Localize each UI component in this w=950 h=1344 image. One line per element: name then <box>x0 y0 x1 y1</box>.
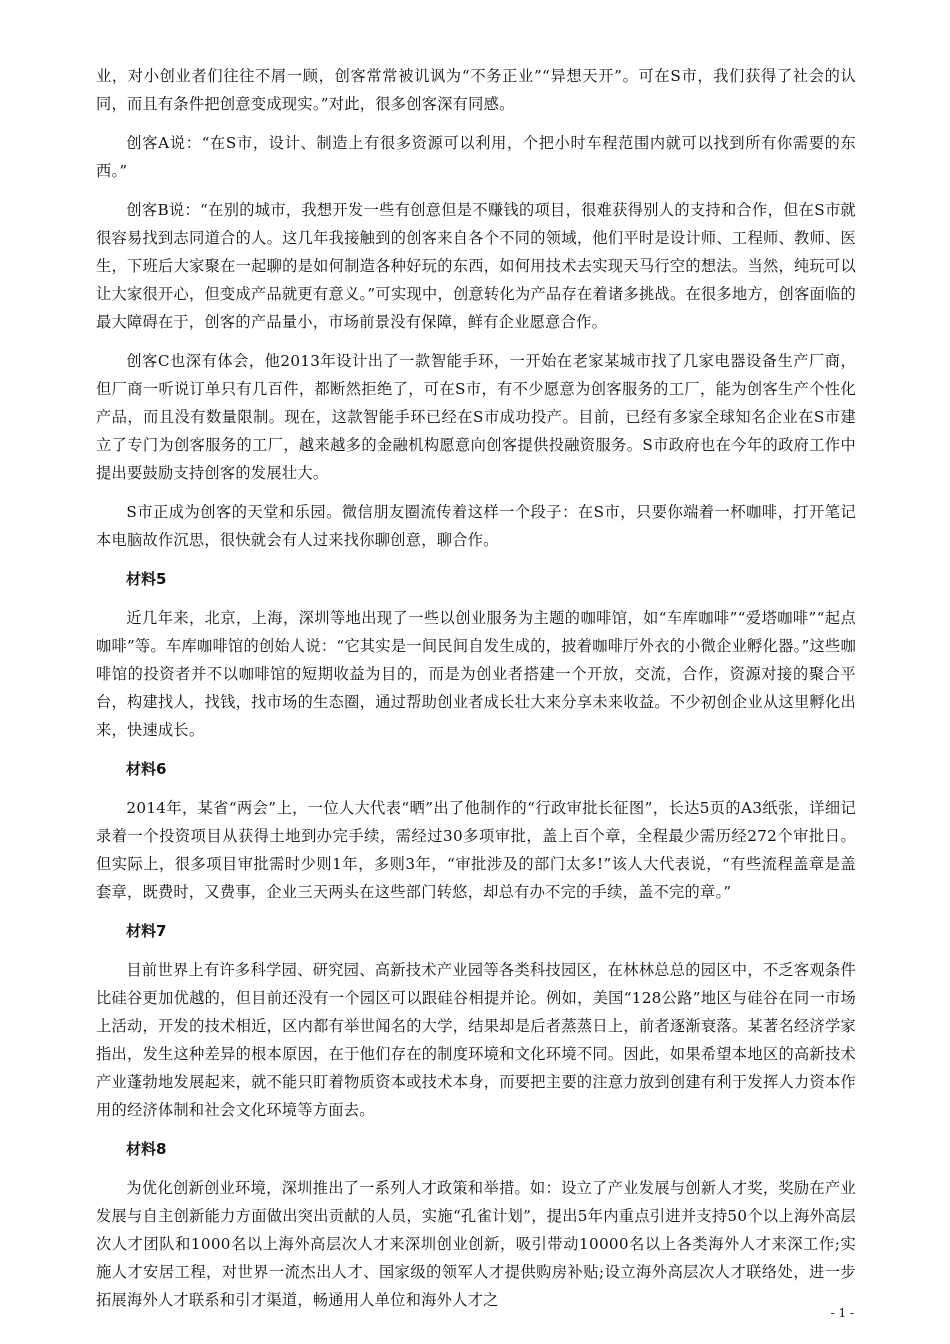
paragraph: 为优化创新创业环境，深圳推出了一系列人才政策和举措。如：设立了产业发展与创新人才奖，奖励在产业发展与自主创新能力方面做出突出贡献的人员，实施“孔雀计划”，提出5年内重点引进并支持50个以上海外高层次人才团队和1000名以上海外高层次人才来深圳创业创新，吸引带动10000名以上各类海外人才来深工作;实施人才安居工程，对世界一流杰出人才、国家级的领军人才提供购房补贴;设立海外高层次人才联络处，进一步拓展海外人才联系和引才渠道，畅通用人单位和海外人才之 <box>96 1179 856 1309</box>
paragraph: 创客B说：“在别的城市，我想开发一些有创意但是不赚钱的项目，很难获得别人的支持和合作，但在S市就很容易找到志同道合的人。这几年我接触到的创客来自各个不同的领域，他们平时是设计师、工程师、教师、医生，下班后大家聚在一起聊的是如何制造各种好玩的东西，如何用技术去实现天马行空的想法。当然，纯玩可以让大家很开心，但变成产品就更有意义。”可实现中，创意转化为产品存在着诸多挑战。在很多地方，创客面临的最大障碍在于，创客的产品量小，市场前景没有保障，鲜有企业愿意合作。 <box>96 201 856 331</box>
paragraph: 业，对小创业者们往往不屑一顾，创客常常被讥讽为“不务正业”“异想天开”。可在S市，我们获得了社会的认同，而且有条件把创意变成现实。”对此，很多创客深有同感。 <box>96 67 856 113</box>
section-heading: 材料8 <box>126 1140 167 1158</box>
paragraph: 近几年来，北京，上海，深圳等地出现了一些以创业服务为主题的咖啡馆，如“车库咖啡”“爱塔咖啡”“起点咖啡”等。车库咖啡馆的创始人说：“它其实是一间民间自发生成的，披着咖啡厅外衣的小微企业孵化器。”这些咖啡馆的投资者并不以咖啡馆的短期收益为目的，而是为创业者搭建一个开放，交流，合作，资源对接的聚合平台，构建找人，找钱，找市场的生态圈，通过帮助创业者成长壮大来分享未来收益。不少初创企业从这里孵化出来，快速成长。 <box>96 609 856 739</box>
paragraph: 目前世界上有许多科学园、研究园、高新技术产业园等各类科技园区，在林林总总的园区中，不乏客观条件比硅谷更加优越的，但目前还没有一个园区可以跟硅谷相提并论。例如，美国“128公路”地区与硅谷在同一市场上活动，开发的技术相近，区内都有举世闻名的大学，结果却是后者蒸蒸日上，前者逐渐衰落。某著名经济学家指出，发生这种差异的根本原因，在于他们存在的制度环境和文化环境不同。因此，如果希望本地区的高新技术产业蓬勃地发展起来，就不能只盯着物质资本或技术本身，而要把主要的注意力放到创建有利于发挥人力资本作用的经济体制和社会文化环境等方面去。 <box>96 961 856 1119</box>
section-heading: 材料6 <box>126 760 167 778</box>
paragraph: 创客C也深有体会，他2013年设计出了一款智能手环，一开始在老家某城市找了几家电器设备生产厂商，但厂商一听说订单只有几百件，都断然拒绝了，可在S市，有不少愿意为创客服务的工厂，能为创客生产个性化产品，而且没有数量限制。现在，这款智能手环已经在S市成功投产。目前，已经有多家全球知名企业在S市建立了专门为创客服务的工厂，越来越多的金融机构愿意向创客提供投融资服务。S市政府也在今年的政府工作中提出要鼓励支持创客的发展壮大。 <box>96 352 856 482</box>
paragraph: 创客A说：“在S市，设计、制造上有很多资源可以利用，个把小时车程范围内就可以找到所有你需要的东西。” <box>96 134 856 180</box>
page-number: - 1 - <box>830 1306 854 1320</box>
paragraph: S市正成为创客的天堂和乐园。微信朋友圈流传着这样一个段子：在S市，只要你端着一杯咖啡，打开笔记本电脑故作沉思，很快就会有人过来找你聊创意，聊合作。 <box>96 503 856 549</box>
section-heading: 材料7 <box>126 922 167 940</box>
paragraph: 2014年，某省“两会”上，一位人大代表“晒”出了他制作的“行政审批长征图”，长达5页的A3纸张，详细记录着一个投资项目从获得土地到办完手续，需经过30多项审批，盖上百个章，全程最少需历经272个审批日。但实际上，很多项目审批需时少则1年，多则3年，“审批涉及的部门太多!”该人大代表说，“有些流程盖章是盖套章，既费时，又费事，企业三天两头在这些部门转悠，却总有办不完的手续，盖不完的章。” <box>96 799 856 901</box>
section-heading: 材料5 <box>126 570 167 588</box>
document-body <box>96 62 856 1325</box>
